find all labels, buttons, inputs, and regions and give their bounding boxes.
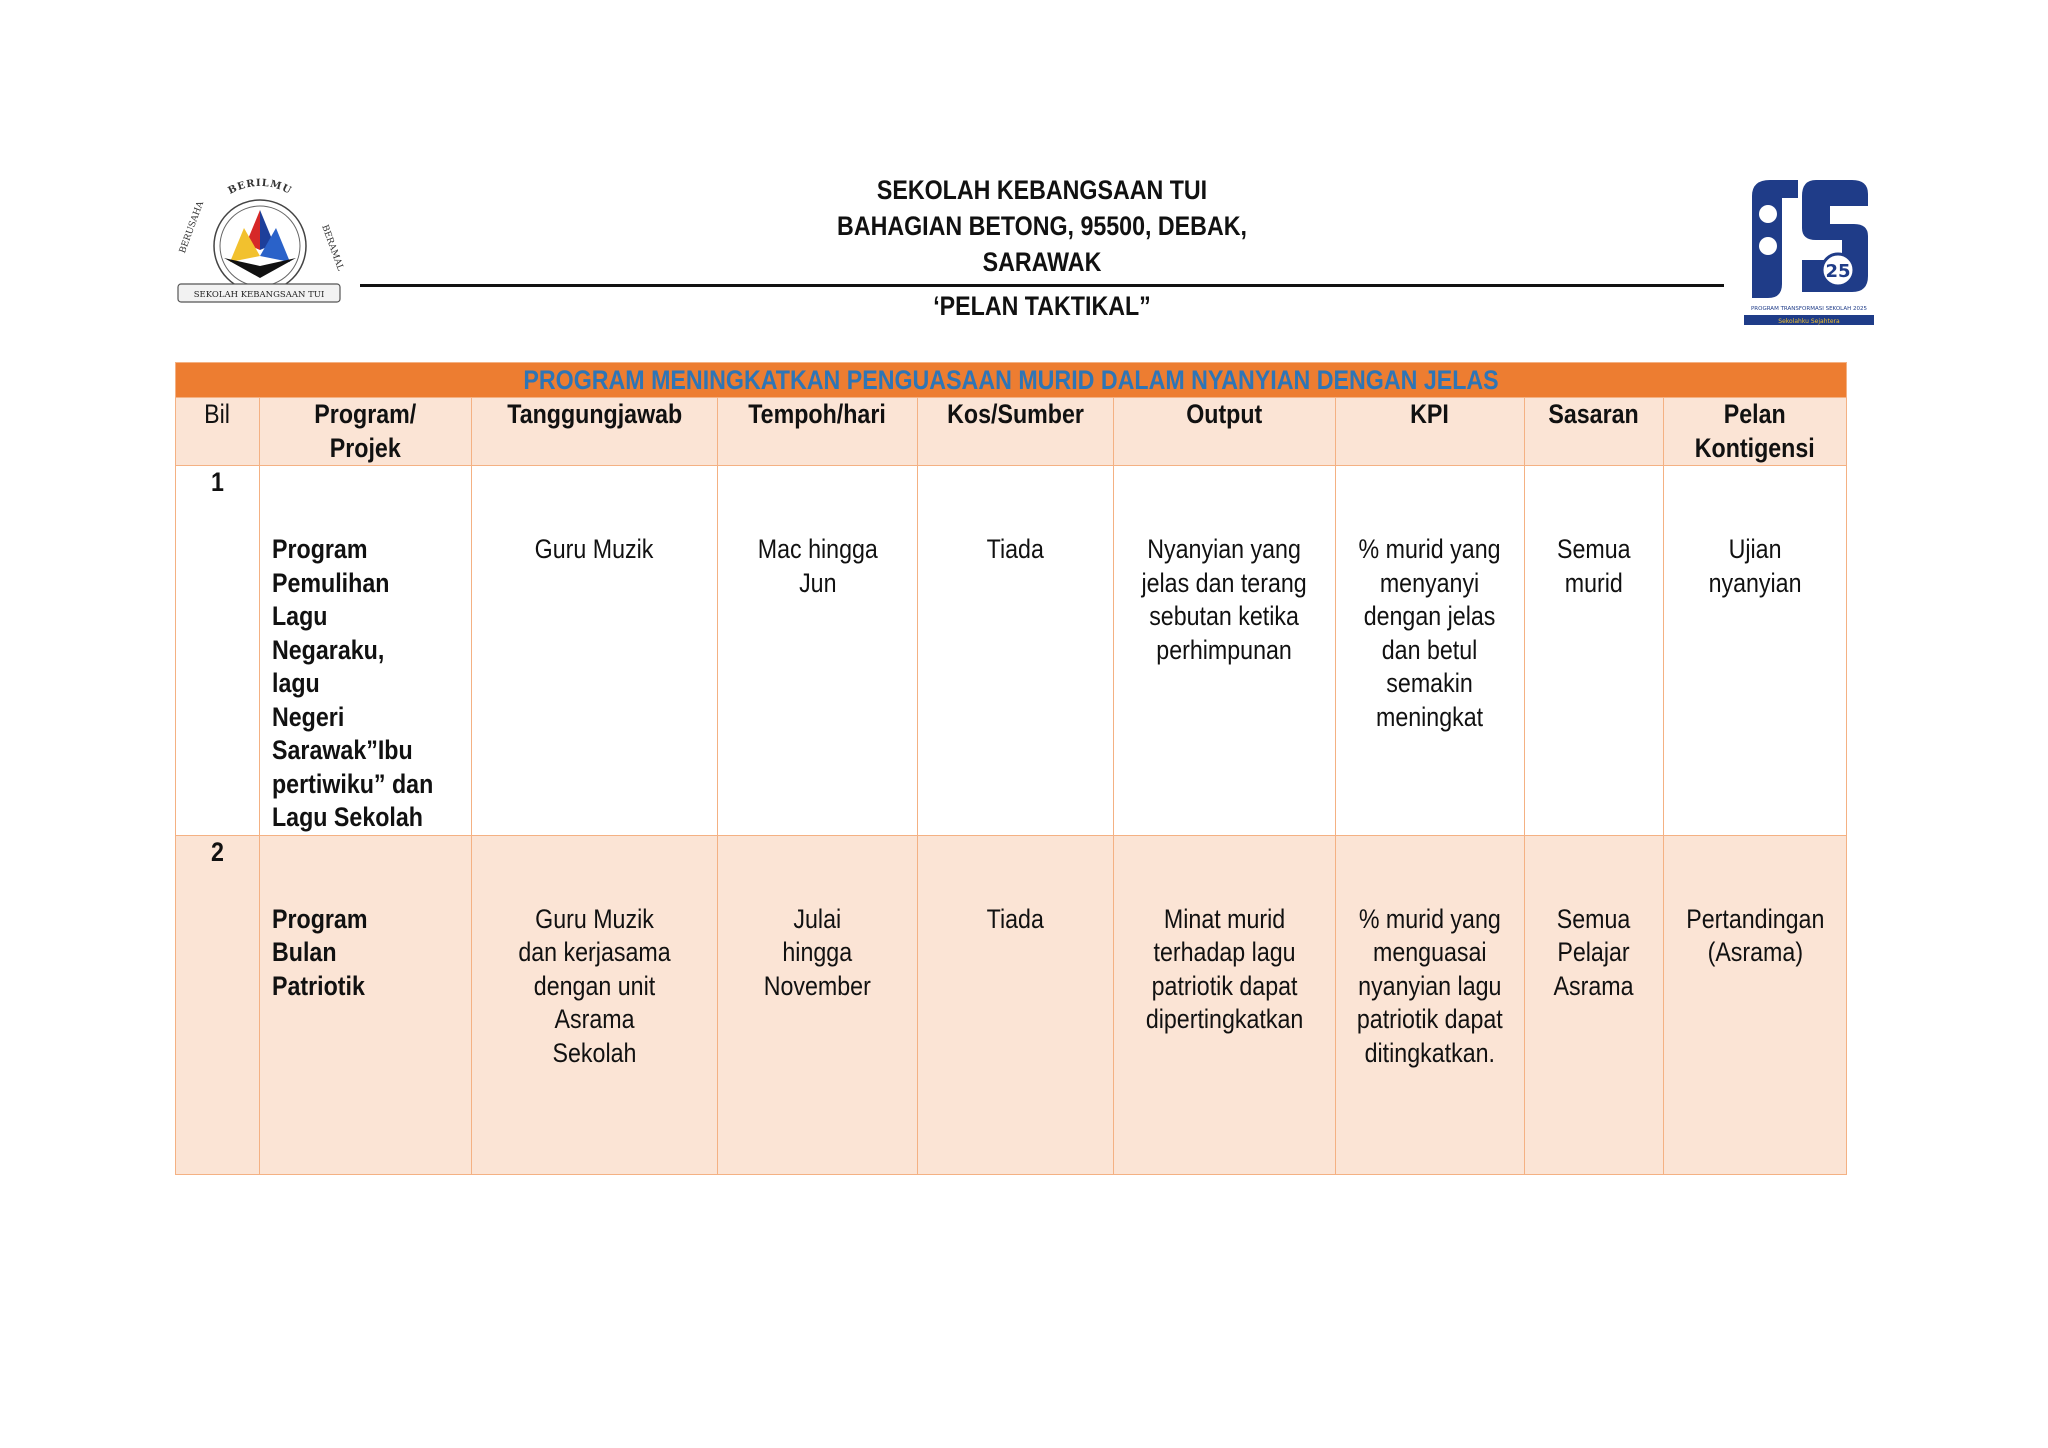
kontigensi-cell: Pertandingan (Asrama) [1664,835,1847,1174]
row-number: 2 [176,835,260,1174]
school-crest-logo [172,166,346,312]
svg-text:BERILMU [226,178,293,197]
ts25-caption-2: Sekolahku Sejahtera [1778,318,1840,325]
crest-ribbon-text: SEKOLAH KEBANGSAAN TUI [193,290,325,300]
crest-motto-right: BERAMAL [319,223,346,273]
table-row [176,835,1847,1174]
header-divider [360,284,1724,287]
tanggungjawab-cell: Guru Muzik [472,466,718,836]
col-header-kos: Kos/Sumber [918,398,1114,466]
tactical-plan-table [175,362,1847,1175]
school-header [455,172,1628,280]
row-number: 1 [176,466,260,836]
tempoh-cell: Mac hingga Jun [718,466,918,836]
kpi-cell: % murid yang menyanyi dengan jelas dan betul semakin meningkat [1336,466,1525,836]
crest-motto-left: BERUSAHA [178,200,207,255]
col-header-kontigensi: Pelan Kontigensi [1664,398,1847,466]
table-header-row [176,398,1847,466]
document-subtitle: ‘PELAN TAKTIKAL” [933,291,1151,321]
tempoh-cell: Julai hingga November [718,835,918,1174]
program-cell: Program Pemulihan Lagu Negaraku, lagu Negeri Sarawak”Ibu pertiwiku” dan Lagu Sekolah [260,466,472,836]
kos-cell: Tiada [918,466,1114,836]
crest-motto-top: BERILMU [226,177,294,197]
output-cell: Nyanyian yang jelas dan terang sebutan ketika perhimpunan [1114,466,1336,836]
col-header-tempoh: Tempoh/hari [718,398,918,466]
sasaran-cell: Semua Pelajar Asrama [1525,835,1664,1174]
table-row [176,466,1847,836]
col-header-tanggungjawab: Tanggungjawab [472,398,718,466]
program-banner: PROGRAM MENINGKATKAN PENGUASAAN MURID DALAM NYANYIAN DENGAN JELAS [176,363,1847,398]
kpi-cell: % murid yang menguasai nyanyian lagu patriotik dapat ditingkatkan. [1336,835,1525,1174]
tanggungjawab-cell: Guru Muzik dan kerjasama dengan unit Asrama Sekolah [472,835,718,1174]
sasaran-cell: Semua murid [1525,466,1664,836]
col-header-bil: Bil [176,398,260,466]
ts25-number: 25 [1825,261,1851,282]
col-header-program: Program/ Projek [260,398,472,466]
kontigensi-cell: Ujian nyanyian [1664,466,1847,836]
ts25-logo [1742,174,1876,326]
kos-cell: Tiada [918,835,1114,1174]
output-cell: Minat murid terhadap lagu patriotik dapat dipertingkatkan [1114,835,1336,1174]
school-address-line: BAHAGIAN BETONG, 95500, DEBAK, [837,211,1247,241]
col-header-output: Output [1114,398,1336,466]
col-header-sasaran: Sasaran [1525,398,1664,466]
col-header-kpi: KPI [1336,398,1525,466]
school-name: SEKOLAH KEBANGSAAN TUI [876,175,1208,205]
ts25-caption-1: PROGRAM TRANSFORMASI SEKOLAH 2025 [1750,306,1868,312]
program-cell: Program Bulan Patriotik [260,835,472,1174]
school-state: SARAWAK [982,247,1102,277]
